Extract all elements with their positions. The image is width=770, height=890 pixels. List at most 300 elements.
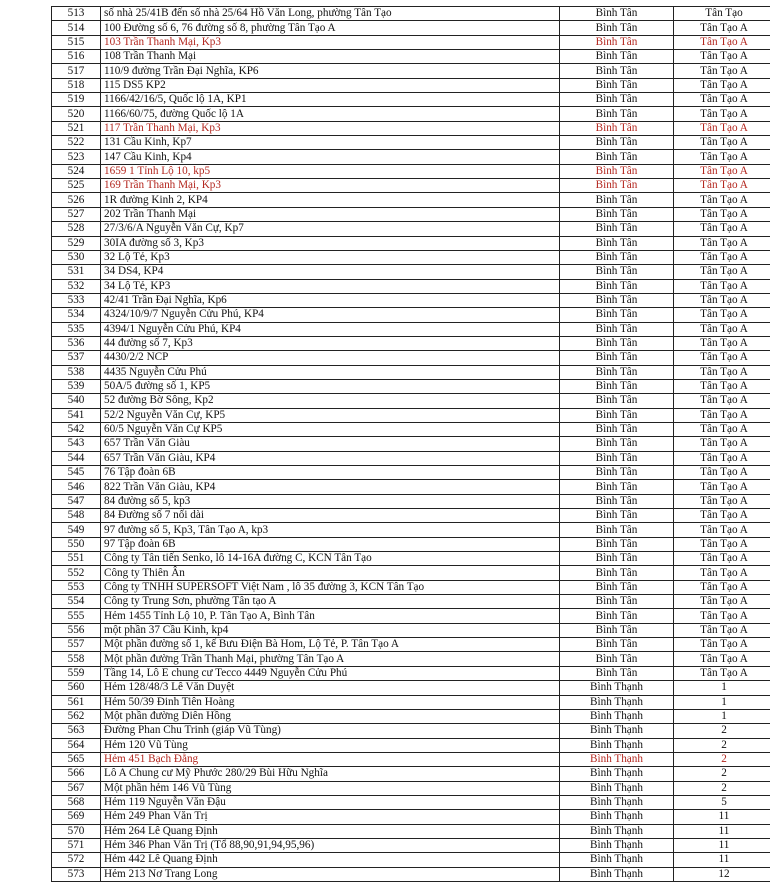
table-row: [52, 781, 770, 795]
row-number: 550: [52, 537, 101, 551]
address-cell: 76 Tập đoàn 6B: [101, 466, 560, 480]
ward-cell: Tân Tạo A: [674, 64, 770, 78]
table-row: [52, 408, 770, 422]
address-cell: Hẻm 442 Lê Quang Định: [101, 853, 560, 867]
district-cell: Bình Tân: [560, 552, 674, 566]
district-cell: Bình Thạnh: [560, 695, 674, 709]
row-number: 570: [52, 824, 101, 838]
table-row: [52, 265, 770, 279]
address-cell: 27/3/6/A Nguyễn Văn Cự, Kp7: [101, 222, 560, 236]
address-cell: 32 Lộ Tẻ, Kp3: [101, 250, 560, 264]
district-cell: Bình Thạnh: [560, 867, 674, 881]
ward-cell: 2: [674, 724, 770, 738]
ward-cell: Tân Tạo A: [674, 394, 770, 408]
district-cell: Bình Tân: [560, 509, 674, 523]
address-cell: 202 Trần Thanh Mại: [101, 207, 560, 221]
address-cell: Một phần đường số 1, kế Bưu Điện Bà Hom, Lộ Tẻ, P. Tân Tạo A: [101, 638, 560, 652]
address-cell: 4394/1 Nguyễn Cửu Phú, KP4: [101, 322, 560, 336]
ward-cell: Tân Tạo A: [674, 580, 770, 594]
address-cell: 117 Trần Thanh Mại, Kp3: [101, 121, 560, 135]
address-cell: Một phần hẻm 146 Vũ Tùng: [101, 781, 560, 795]
table-row: [52, 623, 770, 637]
row-number: 572: [52, 853, 101, 867]
district-cell: Bình Thạnh: [560, 838, 674, 852]
ward-cell: Tân Tạo A: [674, 351, 770, 365]
row-number: 566: [52, 767, 101, 781]
ward-cell: Tân Tạo A: [674, 121, 770, 135]
table-row: [52, 494, 770, 508]
address-cell: 60/5 Nguyễn Văn Cự KP5: [101, 422, 560, 436]
table-row: [52, 21, 770, 35]
ward-cell: Tân Tạo A: [674, 437, 770, 451]
ward-cell: 11: [674, 824, 770, 838]
table-row: [52, 179, 770, 193]
row-number: 540: [52, 394, 101, 408]
row-number: 571: [52, 838, 101, 852]
address-cell: 30IA đường số 3, Kp3: [101, 236, 560, 250]
table-row: [52, 394, 770, 408]
address-cell: 108 Trần Thanh Mại: [101, 50, 560, 64]
row-number: 562: [52, 709, 101, 723]
district-cell: Bình Tân: [560, 35, 674, 49]
ward-cell: Tân Tạo A: [674, 379, 770, 393]
address-cell: Hẻm 346 Phan Văn Trị (Tổ 88,90,91,94,95,96): [101, 838, 560, 852]
table-row: [52, 853, 770, 867]
table-row: [52, 566, 770, 580]
table-row: [52, 250, 770, 264]
table-row: [52, 609, 770, 623]
ward-cell: 11: [674, 853, 770, 867]
ward-cell: Tân Tạo A: [674, 35, 770, 49]
table-row: [52, 365, 770, 379]
row-number: 536: [52, 336, 101, 350]
address-cell: Hẻm 119 Nguyễn Văn Đậu: [101, 795, 560, 809]
district-cell: Bình Tân: [560, 566, 674, 580]
address-cell: 34 DS4, KP4: [101, 265, 560, 279]
table-row: [52, 595, 770, 609]
district-cell: Bình Thạnh: [560, 853, 674, 867]
table-row: [52, 767, 770, 781]
row-number: 567: [52, 781, 101, 795]
row-number: 533: [52, 293, 101, 307]
ward-cell: Tân Tạo A: [674, 466, 770, 480]
row-number: 524: [52, 164, 101, 178]
row-number: 513: [52, 7, 101, 21]
ward-cell: Tân Tạo A: [674, 50, 770, 64]
ward-cell: Tân Tạo A: [674, 365, 770, 379]
ward-cell: 2: [674, 752, 770, 766]
address-cell: Công ty Thiên Ân: [101, 566, 560, 580]
district-cell: Bình Thạnh: [560, 724, 674, 738]
row-number: 560: [52, 681, 101, 695]
district-cell: Bình Tân: [560, 7, 674, 21]
row-number: 546: [52, 480, 101, 494]
address-cell: Tầng 14, Lô E chung cư Tecco 4449 Nguyễn Cửu Phú: [101, 666, 560, 680]
table-row: [52, 437, 770, 451]
district-cell: Bình Tân: [560, 50, 674, 64]
table-row: [52, 35, 770, 49]
address-cell: số nhà 25/41B đến số nhà 25/64 Hồ Văn Long, phường Tân Tạo: [101, 7, 560, 21]
district-cell: Bình Tân: [560, 279, 674, 293]
row-number: 558: [52, 652, 101, 666]
district-cell: Bình Tân: [560, 609, 674, 623]
table-row: [52, 351, 770, 365]
address-table: [51, 6, 770, 882]
address-cell: 1166/42/16/5, Quốc lộ 1A, KP1: [101, 93, 560, 107]
address-cell: một phần 37 Cầu Kinh, kp4: [101, 623, 560, 637]
address-cell: 4324/10/9/7 Nguyễn Cửu Phú, KP4: [101, 308, 560, 322]
ward-cell: 11: [674, 838, 770, 852]
row-number: 517: [52, 64, 101, 78]
district-cell: Bình Tân: [560, 451, 674, 465]
row-number: 565: [52, 752, 101, 766]
row-number: 551: [52, 552, 101, 566]
district-cell: Bình Tân: [560, 193, 674, 207]
address-cell: Hẻm 128/48/3 Lê Văn Duyệt: [101, 681, 560, 695]
ward-cell: Tân Tạo A: [674, 107, 770, 121]
row-number: 544: [52, 451, 101, 465]
table-row: [52, 322, 770, 336]
row-number: 542: [52, 422, 101, 436]
district-cell: Bình Tân: [560, 121, 674, 135]
row-number: 530: [52, 250, 101, 264]
row-number: 528: [52, 222, 101, 236]
district-cell: Bình Tân: [560, 150, 674, 164]
table-row: [52, 695, 770, 709]
address-cell: 97 đường số 5, Kp3, Tân Tạo A, kp3: [101, 523, 560, 537]
row-number: 538: [52, 365, 101, 379]
address-cell: 4430/2/2 NCP: [101, 351, 560, 365]
row-number: 520: [52, 107, 101, 121]
address-cell: 4435 Nguyễn Cửu Phú: [101, 365, 560, 379]
address-cell: 657 Trần Văn Giàu: [101, 437, 560, 451]
ward-cell: Tân Tạo A: [674, 537, 770, 551]
ward-cell: 11: [674, 810, 770, 824]
address-cell: Hẻm 249 Phan Văn Trị: [101, 810, 560, 824]
row-number: 564: [52, 738, 101, 752]
district-cell: Bình Tân: [560, 78, 674, 92]
district-cell: Bình Thạnh: [560, 781, 674, 795]
ward-cell: Tân Tạo A: [674, 609, 770, 623]
row-number: 535: [52, 322, 101, 336]
table-row: [52, 236, 770, 250]
table-row: [52, 164, 770, 178]
address-cell: 50A/5 đường số 1, KP5: [101, 379, 560, 393]
table-row: [52, 93, 770, 107]
table-row: [52, 78, 770, 92]
ward-cell: Tân Tạo A: [674, 150, 770, 164]
district-cell: Bình Thạnh: [560, 824, 674, 838]
ward-cell: Tân Tạo A: [674, 279, 770, 293]
row-number: 516: [52, 50, 101, 64]
district-cell: Bình Tân: [560, 379, 674, 393]
district-cell: Bình Thạnh: [560, 752, 674, 766]
district-cell: Bình Tân: [560, 250, 674, 264]
row-number: 541: [52, 408, 101, 422]
address-cell: 103 Trần Thanh Mại, Kp3: [101, 35, 560, 49]
row-number: 568: [52, 795, 101, 809]
district-cell: Bình Tân: [560, 623, 674, 637]
ward-cell: Tân Tạo A: [674, 422, 770, 436]
district-cell: Bình Tân: [560, 179, 674, 193]
table-row: [52, 193, 770, 207]
table-row: [52, 379, 770, 393]
table-row: [52, 537, 770, 551]
district-cell: Bình Tân: [560, 394, 674, 408]
address-cell: Công ty Tân tiến Senko, lô 14-16A đường C, KCN Tân Tạo: [101, 552, 560, 566]
ward-cell: Tân Tạo A: [674, 322, 770, 336]
table-row: [52, 7, 770, 21]
ward-cell: 1: [674, 695, 770, 709]
ward-cell: Tân Tạo A: [674, 164, 770, 178]
table-row: [52, 50, 770, 64]
table-row: [52, 867, 770, 881]
address-cell: 84 Đường số 7 nối dài: [101, 509, 560, 523]
row-number: 553: [52, 580, 101, 594]
table-row: [52, 480, 770, 494]
district-cell: Bình Thạnh: [560, 767, 674, 781]
district-cell: Bình Tân: [560, 638, 674, 652]
table-row: [52, 724, 770, 738]
table-row: [52, 207, 770, 221]
district-cell: Bình Tân: [560, 466, 674, 480]
district-cell: Bình Tân: [560, 422, 674, 436]
table-row: [52, 222, 770, 236]
ward-cell: Tân Tạo A: [674, 193, 770, 207]
table-row: [52, 552, 770, 566]
table-row: [52, 666, 770, 680]
table-row: [52, 738, 770, 752]
address-cell: Hẻm 451 Bạch Đằng: [101, 752, 560, 766]
address-table-body: [52, 7, 770, 882]
address-table-sheet: [51, 6, 770, 882]
district-cell: Bình Tân: [560, 351, 674, 365]
district-cell: Bình Tân: [560, 336, 674, 350]
district-cell: Bình Tân: [560, 408, 674, 422]
row-number: 519: [52, 93, 101, 107]
ward-cell: Tân Tạo A: [674, 78, 770, 92]
ward-cell: Tân Tạo A: [674, 623, 770, 637]
address-cell: Hẻm 264 Lê Quang Định: [101, 824, 560, 838]
table-row: [52, 838, 770, 852]
address-cell: 131 Cầu Kinh, Kp7: [101, 136, 560, 150]
district-cell: Bình Tân: [560, 666, 674, 680]
address-cell: Hẻm 50/39 Đinh Tiên Hoàng: [101, 695, 560, 709]
table-row: [52, 709, 770, 723]
row-number: 559: [52, 666, 101, 680]
row-number: 573: [52, 867, 101, 881]
ward-cell: 1: [674, 681, 770, 695]
address-cell: 115 DS5 KP2: [101, 78, 560, 92]
row-number: 547: [52, 494, 101, 508]
district-cell: Bình Tân: [560, 523, 674, 537]
ward-cell: Tân Tạo A: [674, 652, 770, 666]
table-row: [52, 638, 770, 652]
ward-cell: Tân Tạo A: [674, 308, 770, 322]
district-cell: Bình Tân: [560, 322, 674, 336]
ward-cell: Tân Tạo A: [674, 451, 770, 465]
row-number: 525: [52, 179, 101, 193]
row-number: 539: [52, 379, 101, 393]
ward-cell: Tân Tạo A: [674, 265, 770, 279]
district-cell: Bình Tân: [560, 21, 674, 35]
ward-cell: 5: [674, 795, 770, 809]
row-number: 549: [52, 523, 101, 537]
district-cell: Bình Tân: [560, 64, 674, 78]
district-cell: Bình Tân: [560, 480, 674, 494]
row-number: 557: [52, 638, 101, 652]
address-cell: 169 Trần Thanh Mại, Kp3: [101, 179, 560, 193]
table-row: [52, 681, 770, 695]
table-row: [52, 824, 770, 838]
address-cell: Một phần đường Trần Thanh Mại, phường Tân Tạo A: [101, 652, 560, 666]
ward-cell: Tân Tạo A: [674, 21, 770, 35]
address-cell: 34 Lộ Tẻ, KP3: [101, 279, 560, 293]
district-cell: Bình Tân: [560, 365, 674, 379]
ward-cell: Tân Tạo A: [674, 494, 770, 508]
row-number: 521: [52, 121, 101, 135]
table-row: [52, 336, 770, 350]
district-cell: Bình Thạnh: [560, 795, 674, 809]
ward-cell: 2: [674, 781, 770, 795]
table-row: [52, 752, 770, 766]
address-cell: Hẻm 120 Vũ Tùng: [101, 738, 560, 752]
address-cell: 1659 1 Tỉnh Lộ 10, kp5: [101, 164, 560, 178]
ward-cell: Tân Tạo A: [674, 480, 770, 494]
table-row: [52, 509, 770, 523]
row-number: 569: [52, 810, 101, 824]
row-number: 527: [52, 207, 101, 221]
district-cell: Bình Tân: [560, 580, 674, 594]
address-cell: 52 đường Bờ Sông, Kp2: [101, 394, 560, 408]
address-cell: Lô A Chung cư Mỹ Phước 280/29 Bùi Hữu Nghĩa: [101, 767, 560, 781]
row-number: 543: [52, 437, 101, 451]
row-number: 522: [52, 136, 101, 150]
address-cell: Một phần đường Diên Hồng: [101, 709, 560, 723]
table-row: [52, 466, 770, 480]
ward-cell: Tân Tạo A: [674, 408, 770, 422]
row-number: 548: [52, 509, 101, 523]
table-row: [52, 810, 770, 824]
district-cell: Bình Thạnh: [560, 738, 674, 752]
address-cell: Đường Phan Chu Trinh (giáp Vũ Tùng): [101, 724, 560, 738]
district-cell: Bình Tân: [560, 494, 674, 508]
row-number: 556: [52, 623, 101, 637]
ward-cell: Tân Tạo A: [674, 93, 770, 107]
address-cell: 1166/60/75, đường Quốc lộ 1A: [101, 107, 560, 121]
row-number: 563: [52, 724, 101, 738]
ward-cell: Tân Tạo A: [674, 666, 770, 680]
address-cell: 110/9 đường Trần Đại Nghĩa, KP6: [101, 64, 560, 78]
row-number: 537: [52, 351, 101, 365]
address-cell: 100 Đường số 6, 76 đường số 8, phường Tân Tạo A: [101, 21, 560, 35]
ward-cell: Tân Tạo: [674, 7, 770, 21]
address-cell: 1R đường Kinh 2, KP4: [101, 193, 560, 207]
district-cell: Bình Tân: [560, 293, 674, 307]
ward-cell: Tân Tạo A: [674, 236, 770, 250]
row-number: 523: [52, 150, 101, 164]
district-cell: Bình Tân: [560, 308, 674, 322]
row-number: 534: [52, 308, 101, 322]
ward-cell: Tân Tạo A: [674, 509, 770, 523]
district-cell: Bình Tân: [560, 265, 674, 279]
ward-cell: Tân Tạo A: [674, 179, 770, 193]
table-row: [52, 293, 770, 307]
address-cell: 657 Trần Văn Giàu, KP4: [101, 451, 560, 465]
district-cell: Bình Tân: [560, 595, 674, 609]
table-row: [52, 523, 770, 537]
district-cell: Bình Thạnh: [560, 810, 674, 824]
address-cell: Công ty Trung Sơn, phường Tân tạo A: [101, 595, 560, 609]
ward-cell: Tân Tạo A: [674, 336, 770, 350]
ward-cell: Tân Tạo A: [674, 250, 770, 264]
address-cell: Công ty TNHH SUPERSOFT Việt Nam , lô 35 đường 3, KCN Tân Tạo: [101, 580, 560, 594]
row-number: 555: [52, 609, 101, 623]
table-row: [52, 121, 770, 135]
table-row: [52, 580, 770, 594]
district-cell: Bình Tân: [560, 437, 674, 451]
address-cell: Hẻm 213 Nơ Trang Long: [101, 867, 560, 881]
district-cell: Bình Tân: [560, 93, 674, 107]
address-cell: 52/2 Nguyễn Văn Cự, KP5: [101, 408, 560, 422]
table-row: [52, 308, 770, 322]
address-cell: Hẻm 1455 Tỉnh Lộ 10, P. Tân Tạo A, Bình Tân: [101, 609, 560, 623]
row-number: 514: [52, 21, 101, 35]
row-number: 532: [52, 279, 101, 293]
row-number: 515: [52, 35, 101, 49]
table-row: [52, 795, 770, 809]
table-row: [52, 652, 770, 666]
row-number: 518: [52, 78, 101, 92]
row-number: 526: [52, 193, 101, 207]
ward-cell: 1: [674, 709, 770, 723]
district-cell: Bình Tân: [560, 136, 674, 150]
ward-cell: Tân Tạo A: [674, 136, 770, 150]
ward-cell: Tân Tạo A: [674, 552, 770, 566]
table-row: [52, 107, 770, 121]
ward-cell: Tân Tạo A: [674, 293, 770, 307]
table-row: [52, 451, 770, 465]
ward-cell: Tân Tạo A: [674, 523, 770, 537]
table-row: [52, 64, 770, 78]
district-cell: Bình Tân: [560, 236, 674, 250]
ward-cell: Tân Tạo A: [674, 595, 770, 609]
ward-cell: 2: [674, 767, 770, 781]
row-number: 531: [52, 265, 101, 279]
ward-cell: Tân Tạo A: [674, 222, 770, 236]
address-cell: 42/41 Trần Đại Nghĩa, Kp6: [101, 293, 560, 307]
table-row: [52, 279, 770, 293]
district-cell: Bình Thạnh: [560, 709, 674, 723]
district-cell: Bình Tân: [560, 222, 674, 236]
address-cell: 147 Cầu Kinh, Kp4: [101, 150, 560, 164]
ward-cell: 12: [674, 867, 770, 881]
ward-cell: Tân Tạo A: [674, 566, 770, 580]
ward-cell: 2: [674, 738, 770, 752]
address-cell: 84 đường số 5, kp3: [101, 494, 560, 508]
district-cell: Bình Tân: [560, 537, 674, 551]
row-number: 545: [52, 466, 101, 480]
row-number: 529: [52, 236, 101, 250]
district-cell: Bình Thạnh: [560, 681, 674, 695]
district-cell: Bình Tân: [560, 164, 674, 178]
table-row: [52, 150, 770, 164]
district-cell: Bình Tân: [560, 207, 674, 221]
table-row: [52, 136, 770, 150]
address-cell: 44 đường số 7, Kp3: [101, 336, 560, 350]
row-number: 554: [52, 595, 101, 609]
table-row: [52, 422, 770, 436]
